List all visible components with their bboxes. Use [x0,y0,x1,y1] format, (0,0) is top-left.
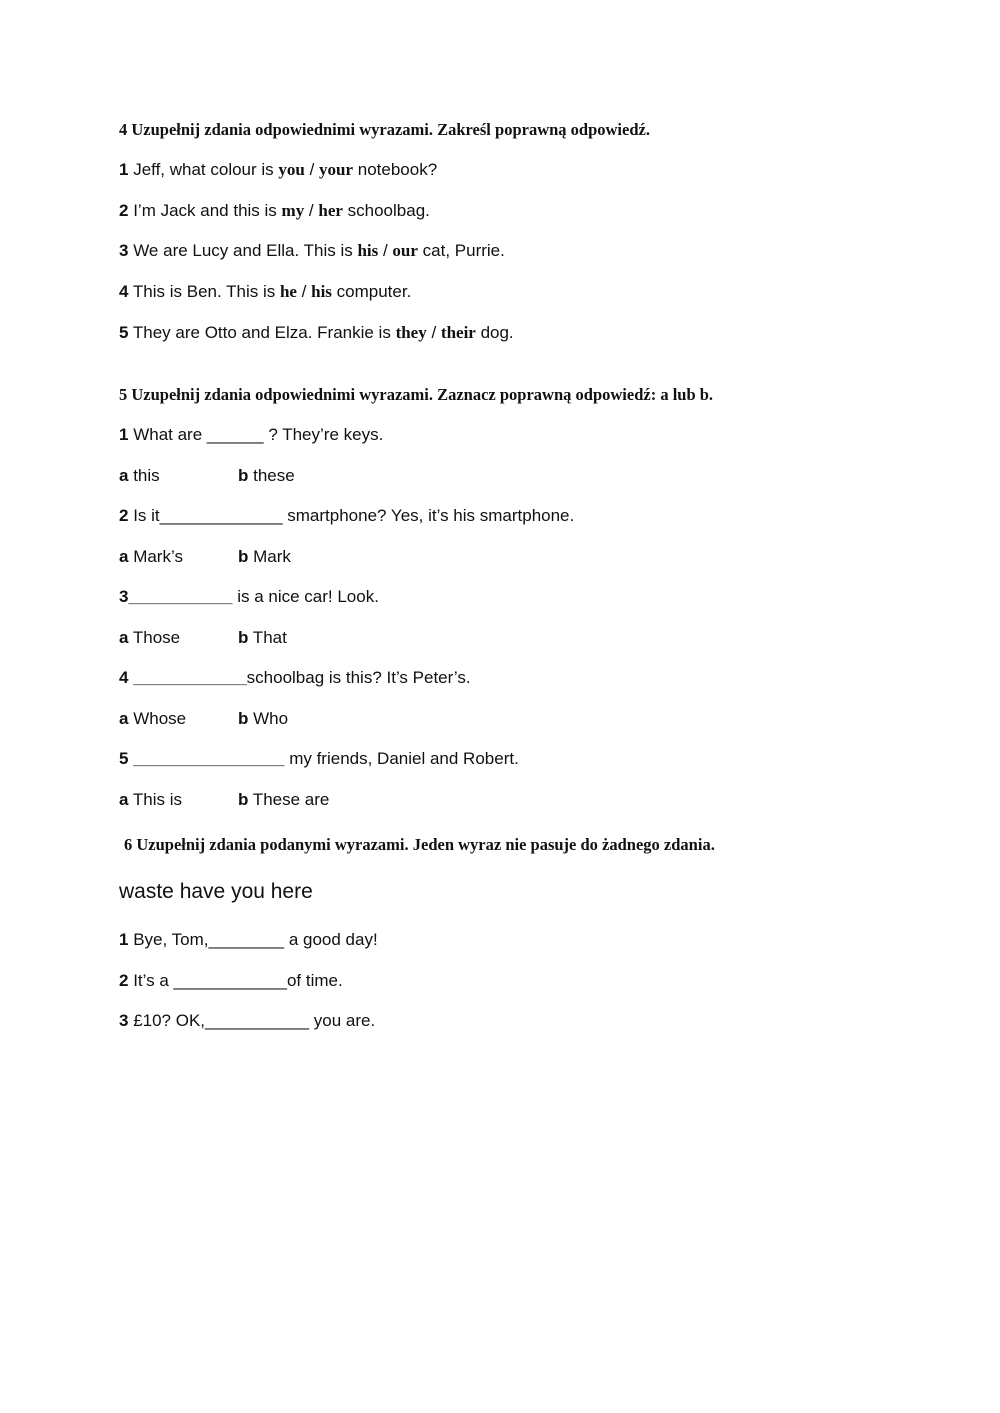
option-a[interactable]: a Mark’s [119,547,183,566]
item-text: Jeff, what colour is [128,160,279,179]
ex5-item-4 [119,668,471,688]
option-2[interactable]: our [392,241,418,260]
option-b[interactable]: b These are [238,790,330,809]
option-b[interactable]: b Mark [238,547,291,566]
item-text: Is it_____________ smartphone? Yes, it’s his smartphone. [128,506,575,525]
item-text-end: cat, Purrie. [417,241,505,260]
ex4-item-4 [119,282,411,302]
item-number: 3 [119,241,129,260]
option-2[interactable]: their [440,323,476,342]
answer-blank[interactable]: ________________ [128,749,285,768]
ex4-item-5 [119,323,514,343]
item-number: 5 [119,749,129,768]
item-text-end: computer. [331,282,412,301]
separator: / [304,201,319,220]
option-1[interactable]: his [357,241,379,260]
ex5-item-3 [119,587,379,607]
exercise-6-heading: 6 Uzupełnij zdania podanymi wyrazami. Jeden wyraz nie pasuje do żadnego zdania. [124,835,715,854]
item-number: 3 [119,1011,129,1030]
item-number: 5 [119,323,129,342]
item-number: 3 [119,587,129,606]
option-a[interactable]: a this [119,466,160,485]
item-text: is a nice car! Look. [232,587,379,606]
exercise-4-heading: 4 Uzupełnij zdania odpowiednimi wyrazami. Zakreśl poprawną odpowiedź. [119,120,650,139]
item-text[interactable]: Bye, Tom,________ a good day! [128,930,378,949]
option-2[interactable]: her [318,201,343,220]
ex5-item-2 [119,506,574,526]
item-text: I’m Jack and this is [128,201,282,220]
item-number: 4 [119,668,129,687]
option-2[interactable]: your [319,160,354,179]
option-1[interactable]: you [278,160,305,179]
option-b[interactable]: b these [238,466,295,485]
item-text-end: dog. [475,323,514,342]
option-a[interactable]: a This is [119,790,183,809]
ex5-item-1 [119,425,383,445]
word-bank: waste have you here [119,880,313,903]
ex4-item-3 [119,241,505,261]
item-text[interactable]: It’s a ____________of time. [128,971,343,990]
item-text-end: schoolbag. [342,201,430,220]
item-number: 2 [119,506,129,525]
separator: / [426,323,441,342]
ex6-item-3 [119,1011,375,1031]
item-text: my friends, Daniel and Robert. [284,749,519,768]
separator: / [296,282,312,301]
separator: / [304,160,320,179]
item-number: 2 [119,201,129,220]
exercise-5-heading: 5 Uzupełnij zdania odpowiednimi wyrazami. Zaznacz poprawną odpowiedź: a lub b. [119,385,714,404]
ex5-item-5 [119,749,519,769]
ex6-item-1 [119,930,378,950]
option-a[interactable]: a Those [119,628,181,647]
item-number: 1 [119,425,129,444]
item-text: schoolbag is this? It’s Peter’s. [246,668,471,687]
option-b[interactable]: b Who [238,709,289,728]
option-a[interactable]: a Whose [119,709,187,728]
option-1[interactable]: my [281,201,305,220]
item-text: This is Ben. This is [128,282,280,301]
item-text-end: notebook? [353,160,438,179]
item-text: We are Lucy and Ella. This is [128,241,358,260]
item-number: 2 [119,971,129,990]
ex4-item-1 [119,160,437,180]
item-number: 1 [119,930,129,949]
item-number: 1 [119,160,129,179]
option-b[interactable]: b That [238,628,287,647]
option-1[interactable]: he [279,282,297,301]
answer-blank[interactable]: ___________ [128,587,233,606]
item-text: What are ______ ? They’re keys. [128,425,384,444]
ex4-item-2 [119,201,430,221]
separator: / [378,241,393,260]
option-1[interactable]: they [395,323,427,342]
option-2[interactable]: his [311,282,332,301]
item-number: 4 [119,282,129,301]
ex6-item-2 [119,971,343,991]
item-text[interactable]: £10? OK,___________ you are. [128,1011,376,1030]
item-text: They are Otto and Elza. Frankie is [128,323,396,342]
answer-blank[interactable]: ____________ [128,668,247,687]
